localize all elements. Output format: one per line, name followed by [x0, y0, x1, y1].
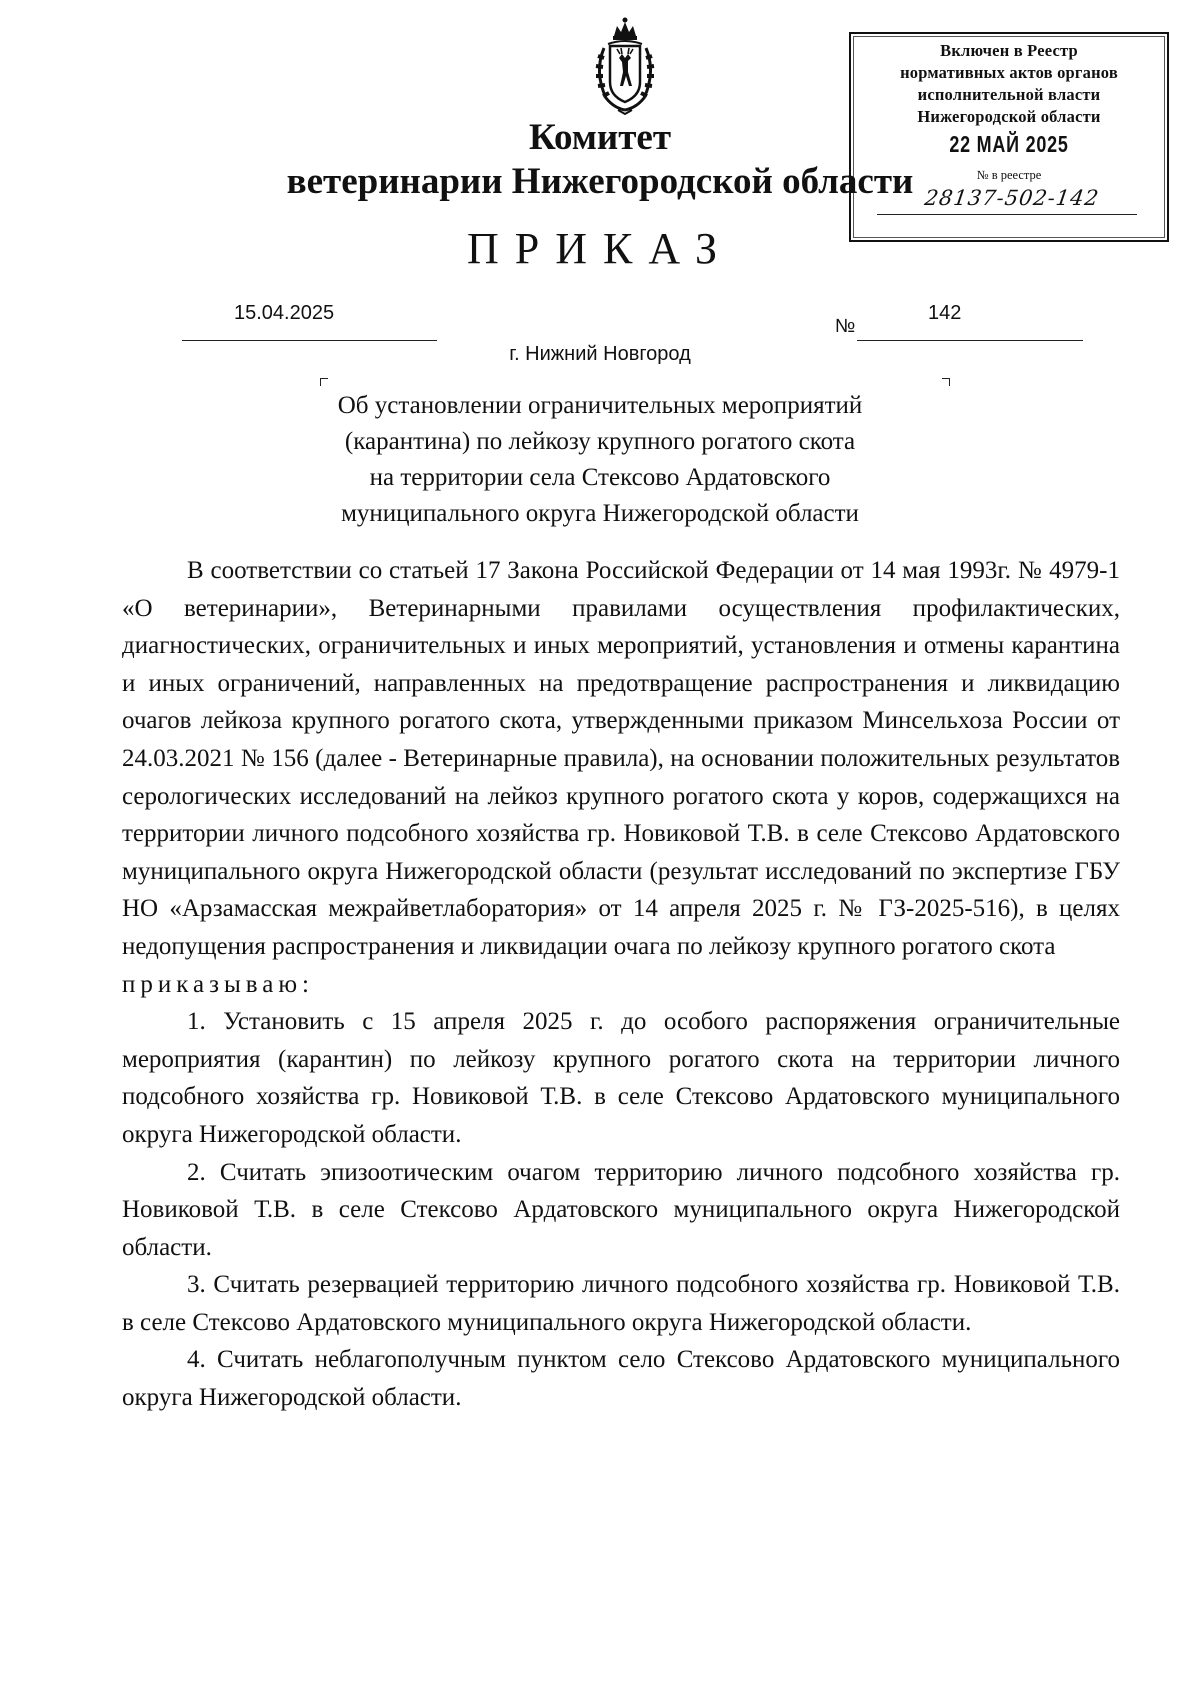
committee-title-line2: ветеринарии Нижегородской области — [286, 161, 914, 202]
stamp-line-4: Нижегородской области — [917, 107, 1101, 126]
order-date: 15.04.2025 — [234, 302, 335, 324]
stamp-date: 22 МАЙ 2025 — [949, 131, 1069, 157]
preamble-paragraph: В соответствии со статьей 17 Закона Российской Федерации от 14 мая 1993г. № 4979-1 «О ветеринарии», Ветеринарными правилами осуществления профилактических, диагностических, ограничительных и иных мероприятий, установления и отмены карантина и иных ограничений, направленных на предотвращение распространения и ликвидацию очагов лейкоза крупного рогатого скота, утвержденными приказом Минсельхоза России от 24.03.2021 № 156 (далее - Ветеринарные правила), на основании положительных результатов серологических исследований на лейкоз крупного рогатого скота у коров, содержащихся на территории личного подсобного хозяйства гр. Новиковой Т.В. в селе Стексово Ардатовского муниципального округа Нижегородской области (результат исследований по экспертизе ГБУ НО «Арзамасская межрайветлаборатория» от 14 апреля 2025 г. № ГЗ-2025-516), в целях недопущения распространения и ликвидации очага по лейкозу крупного рогатого скота — [122, 557, 1120, 960]
order-item-3: 3. Считать резервацией территорию личного подсобного хозяйства гр. Новиковой Т.В. в селе Стексово Ардатовского муниципального округа Нижегородской области. — [122, 1271, 1120, 1336]
order-number-label: № — [835, 316, 856, 337]
stamp-registry-label: № в реестре — [976, 168, 1042, 182]
subject-line-3: на территории села Стексово Ардатовского — [369, 464, 831, 491]
order-item-2: 2. Считать эпизоотическим очагом территорию личного подсобного хозяйства гр. Новиковой Т.В. в селе Стексово Ардатовского муниципального округа Нижегородской области. — [122, 1158, 1120, 1261]
coat-of-arms-emblem — [584, 14, 666, 116]
document-body — [122, 552, 1120, 1417]
committee-title-line1: Комитет — [528, 117, 672, 158]
stamp-line-2: нормативных актов органов — [900, 63, 1118, 82]
stamp-registry-number: 28137-502-142 — [923, 186, 1101, 210]
stamp-number-underline — [877, 214, 1137, 215]
subject-line-4: муниципального округа Нижегородской области — [341, 500, 859, 527]
number-underline — [857, 340, 1083, 341]
order-item-1: 1. Установить с 15 апреля 2025 г. до особого распоряжения ограничительные мероприятия (карантин) по лейкозу крупного рогатого скота на территории личного подсобного хозяйства гр. Новиковой Т.В. в селе Стексово Ардатовского муниципального округа Нижегородской области. — [122, 1008, 1120, 1148]
subject-corner-left — [320, 378, 328, 386]
order-number: 142 — [928, 302, 962, 324]
order-title: ПРИКАЗ — [466, 224, 734, 273]
city: г. Нижний Новгород — [509, 343, 691, 365]
subject-line-1: Об установлении ограничительных мероприятий — [337, 392, 863, 419]
order-verb: приказываю: — [122, 970, 314, 998]
subject-line-2: (карантина) по лейкозу крупного рогатого скота — [344, 428, 856, 455]
subject-corner-right — [942, 378, 950, 386]
stamp-line-1: Включен в Реестр — [940, 41, 1078, 60]
stamp-line-3: исполнительной власти — [917, 85, 1101, 104]
date-underline — [182, 340, 437, 341]
order-item-4: 4. Считать неблагополучным пунктом село Стексово Ардатовского муниципального округа Нижегородской области. — [122, 1346, 1120, 1412]
